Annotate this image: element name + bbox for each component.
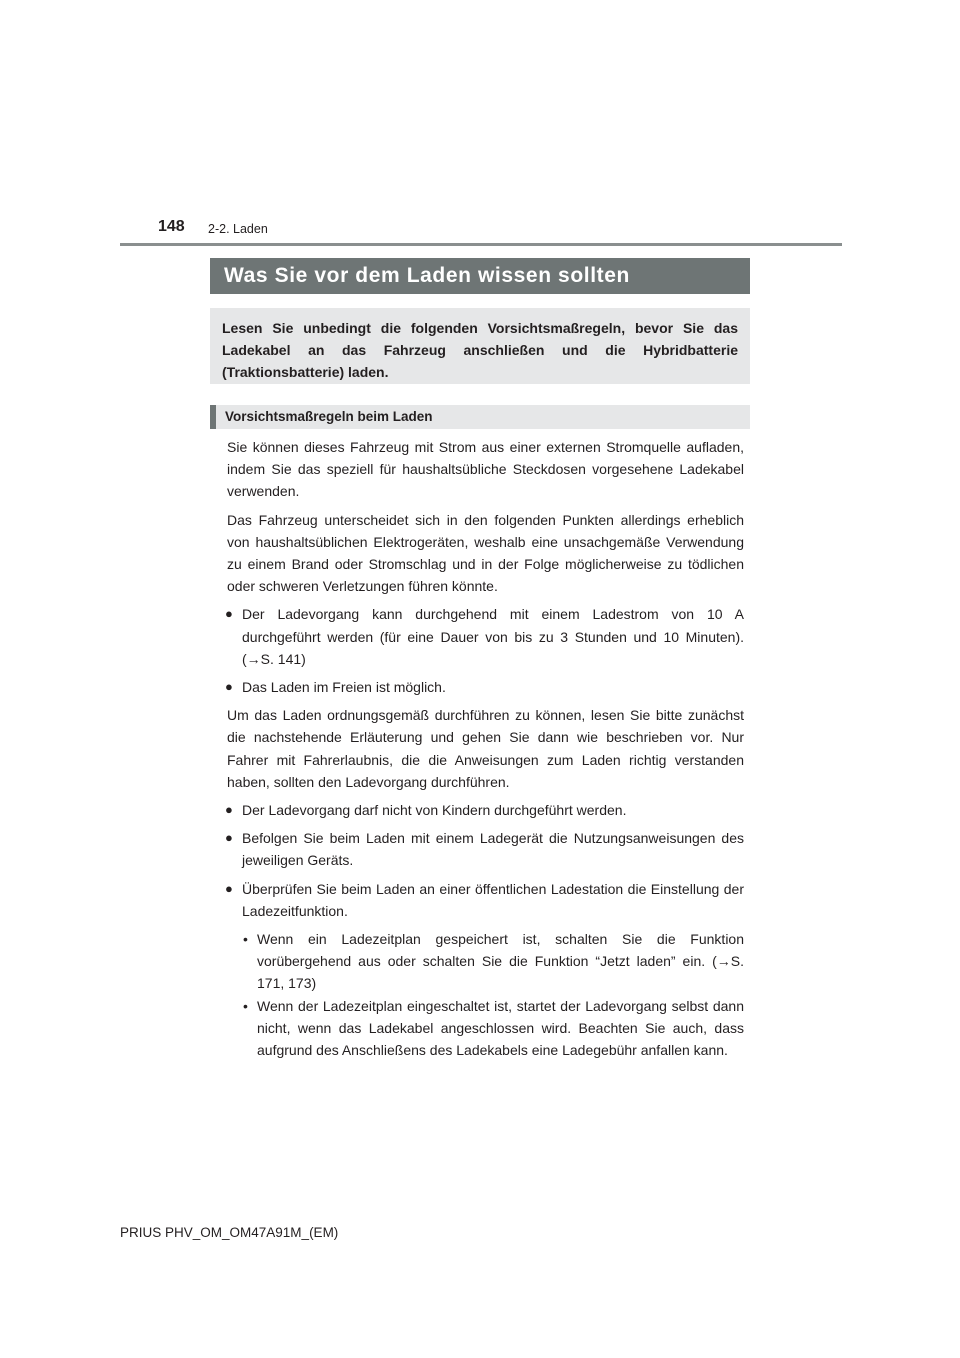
dot-icon: • (243, 997, 248, 1014)
list-item (227, 799, 744, 821)
bullet-icon: ● (225, 802, 233, 818)
list-item (227, 676, 744, 698)
list-item (227, 878, 744, 922)
paragraph: Um das Laden ordnungsgemäß durchführen zu können, lesen Sie bitte zunächst die nachstehende Erläuterung und gehen Sie dann wie beschrieben vor. Nur Fahrer mit Fahrerlaubnis, die die Anweisungen zum Laden richtig verstanden haben, sollten den Ladevorgang durchführen. (227, 707, 744, 790)
header-rule (120, 243, 842, 246)
dot-icon: • (243, 931, 248, 948)
list-item-text: Der Ladevorgang kann durchgehend mit einem Ladestrom von 10 A durchgeführt werden (für eine Dauer von bis zu 3 Stunden und 10 Minuten). (→S. 141) (242, 606, 744, 667)
list-item (227, 603, 744, 670)
section-label: 2-2. Laden (208, 222, 268, 236)
bullet-icon: ● (225, 606, 233, 622)
sub-list-item (227, 928, 744, 995)
page-title: Was Sie vor dem Laden wissen sollten (210, 258, 750, 294)
bullet-icon: ● (225, 679, 233, 695)
list-item-text: Überprüfen Sie beim Laden an einer öffentlichen Ladestation die Einstellung der Ladezeitfunktion. (242, 880, 744, 919)
paragraph: Das Fahrzeug unterscheidet sich in den folgenden Punkten allerdings erheblich von haushaltsüblichen Elektrogeräten, weshalb eine unsachgemäße Verwendung zu einem Brand oder Stromschlag und in der Folge möglicherweise zu tödlichen oder schweren Verletzungen führen könnte. (227, 511, 744, 595)
bullet-icon: ● (225, 830, 233, 846)
list-item (227, 827, 744, 871)
list-item-text: Befolgen Sie beim Laden mit einem Ladegerät die Nutzungsanweisungen des jeweiligen Geräts. (242, 830, 744, 869)
list-item-text: Der Ladevorgang darf nicht von Kindern durchgeführt werden. (242, 802, 627, 819)
bullet-icon: ● (225, 880, 233, 896)
page-number: 148 (158, 218, 185, 235)
intro-box: Lesen Sie unbedingt die folgenden Vorsichtsmaßregeln, bevor Sie das Ladekabel an das Fahrzeug anschließen und die Hybridbatterie (Traktionsbatterie) laden. (210, 308, 750, 384)
list-item-text: Das Laden im Freien ist möglich. (242, 679, 446, 696)
sub-list-item (227, 995, 744, 1062)
body-content (227, 436, 744, 1061)
subsection-title: Vorsichtsmaßregeln beim Laden (210, 405, 750, 429)
sub-list-item-text: Wenn der Ladezeitplan eingeschaltet ist, startet der Ladevorgang selbst dann nicht, wenn das Ladekabel angeschlossen wird. Beachten Sie auch, dass aufgrund des Anschließens des Ladekabels eine Ladegebühr anfallen kann. (257, 997, 744, 1059)
sub-list-item-text: Wenn ein Ladezeitplan gespeichert ist, schalten Sie die Funktion vorübergehend aus oder schalten Sie die Funktion “Jetzt laden” ein. (→S. 171, 173) (257, 931, 744, 992)
paragraph: Sie können dieses Fahrzeug mit Strom aus einer externen Stromquelle aufladen, indem Sie das speziell für haushaltsübliche Steckdosen vorgesehene Ladekabel verwenden. (227, 439, 744, 500)
footer-code: PRIUS PHV_OM_OM47A91M_(EM) (120, 1225, 339, 1240)
